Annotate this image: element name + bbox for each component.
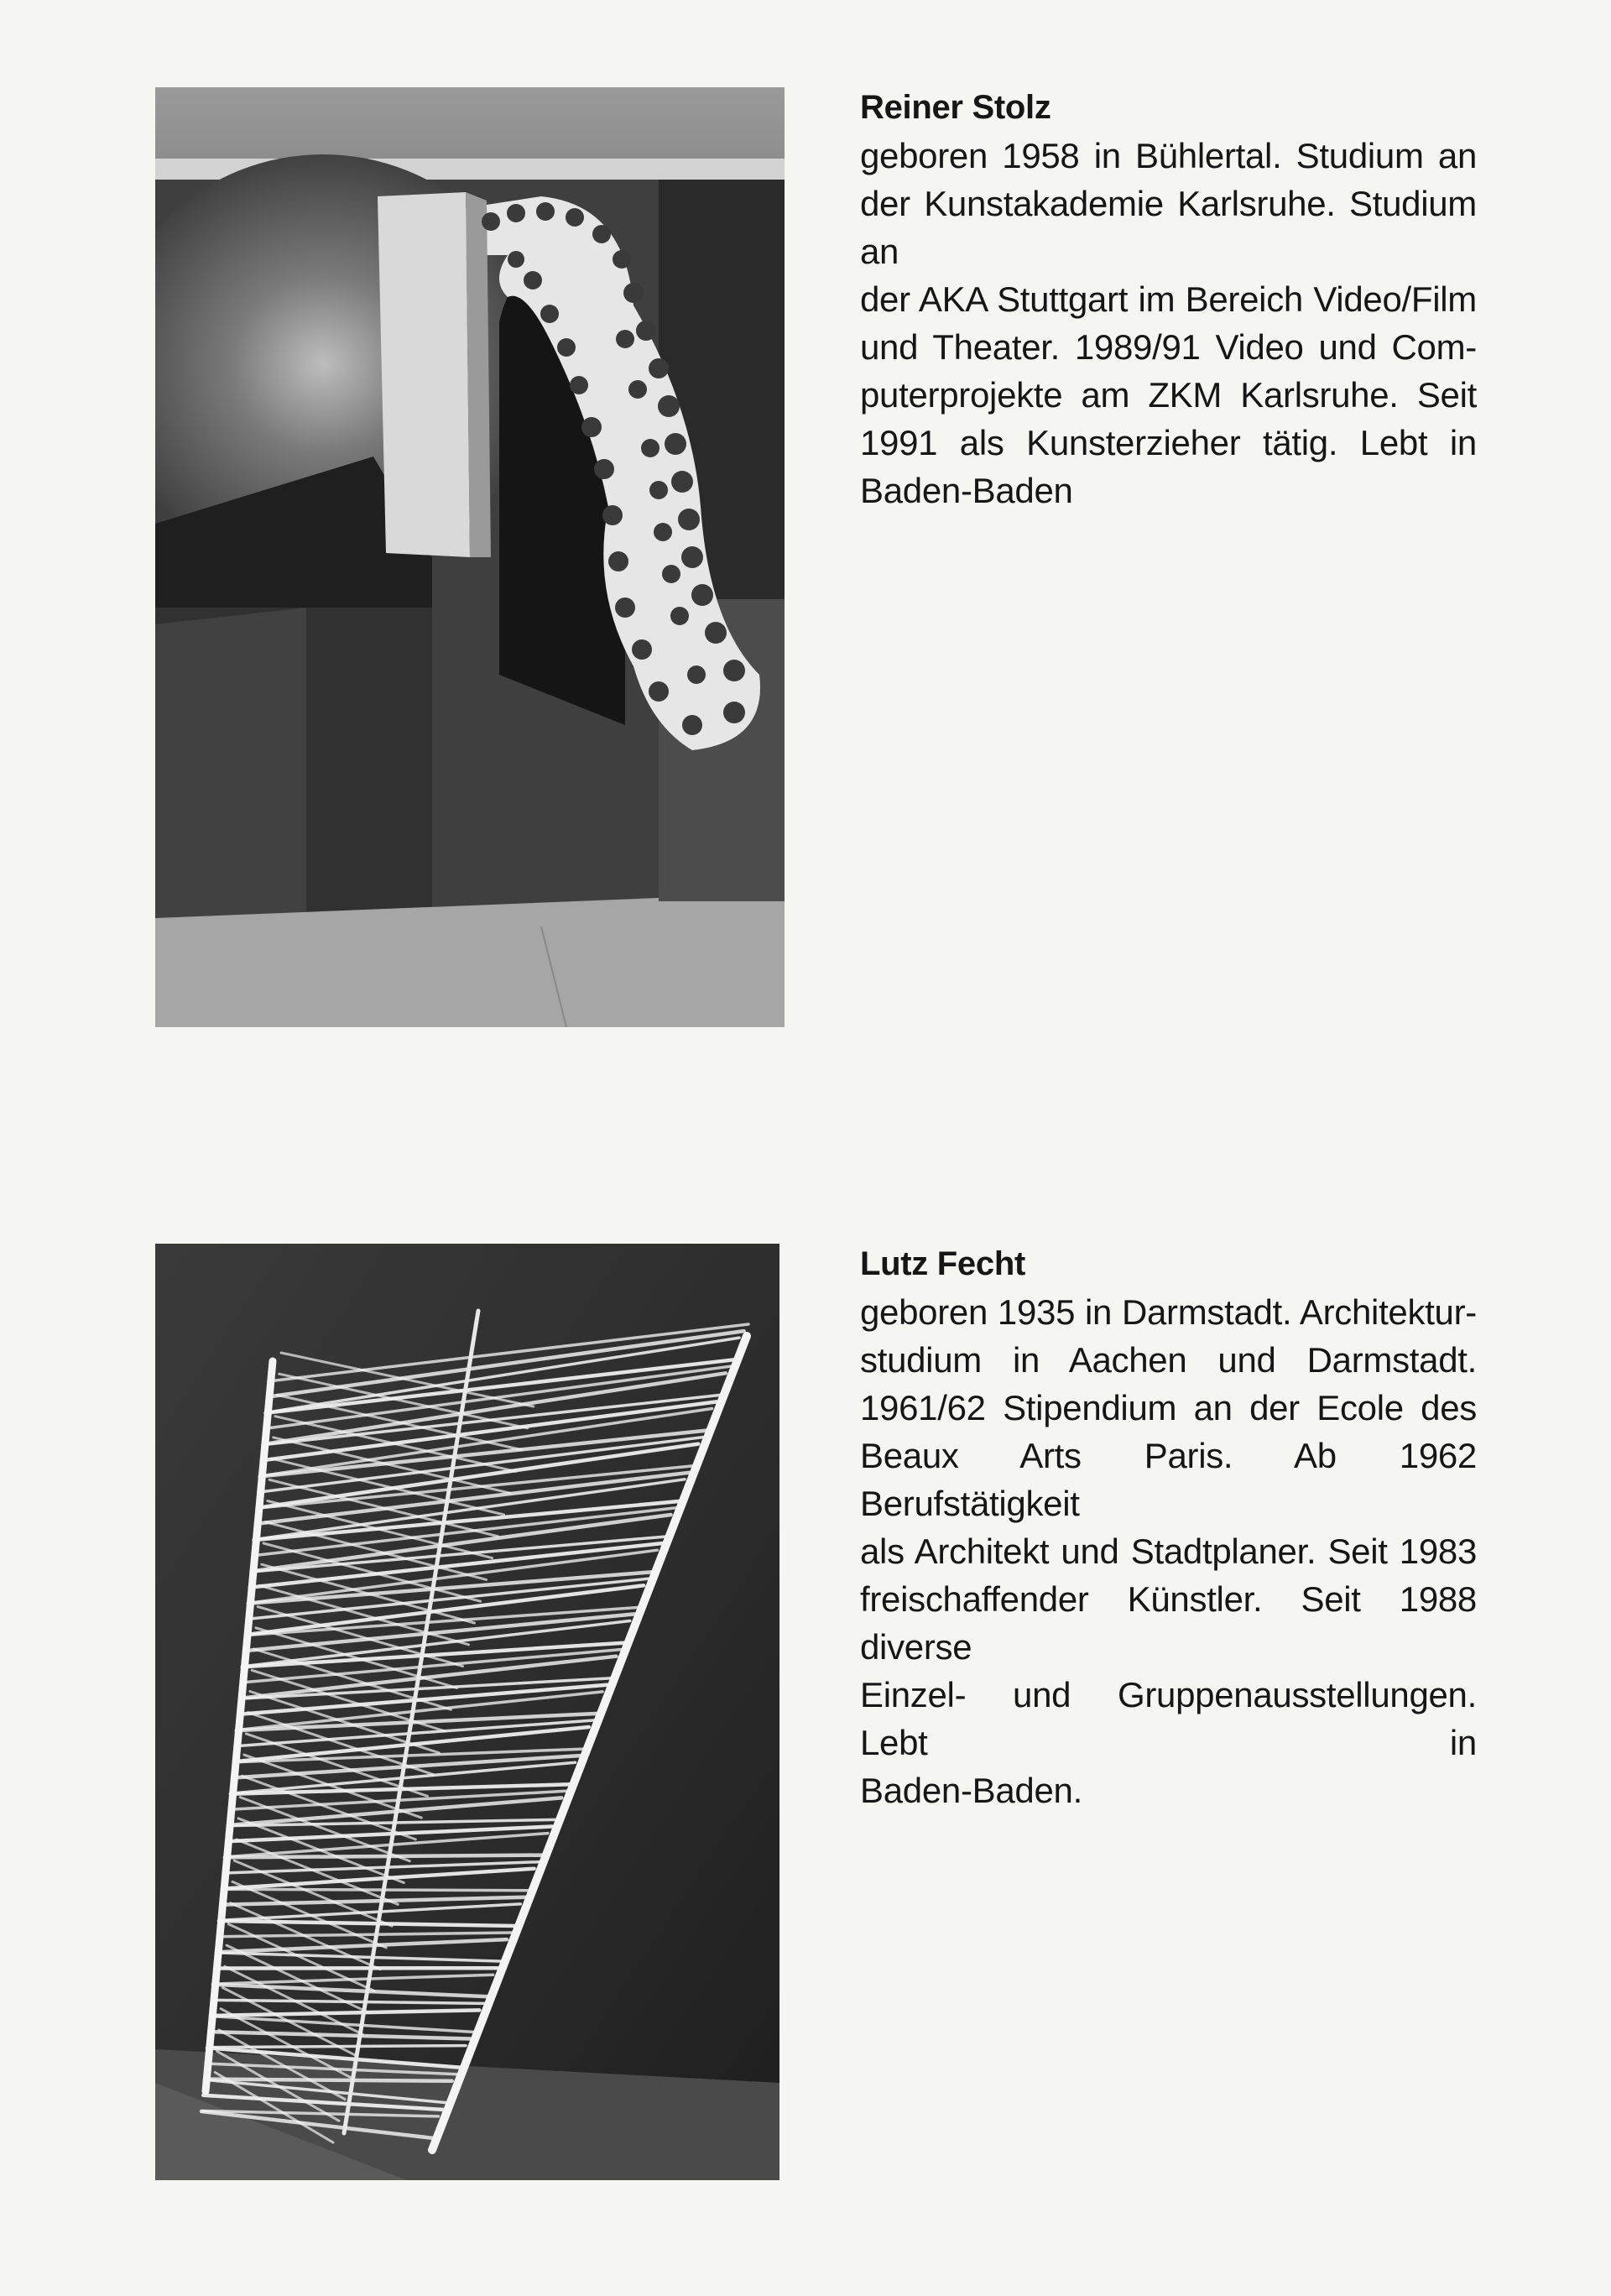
bio-line: geboren 1935 in Darmstadt. Architektur- bbox=[860, 1292, 1477, 1332]
lattice-rod bbox=[206, 2079, 452, 2081]
artist-bio-text bbox=[860, 132, 1477, 514]
artist-name: Lutz Fecht bbox=[860, 1245, 1025, 1282]
lattice-rod bbox=[222, 1889, 529, 1891]
artist-bio-lutz-fecht bbox=[860, 1240, 1477, 1814]
artwork-image-dotted-arch bbox=[155, 87, 785, 1027]
bio-line: Beaux Arts Paris. Ab 1962 Berufstätigkeit bbox=[860, 1436, 1477, 1523]
artist-bio-text bbox=[860, 1288, 1477, 1814]
artwork-photo-reiner-stolz bbox=[155, 87, 785, 1027]
bio-line: 1991 als Kunsterzieher tätig. Lebt in bbox=[860, 423, 1477, 462]
artist-bio-reiner-stolz bbox=[860, 84, 1477, 514]
bio-line: Baden-Baden bbox=[860, 471, 1073, 510]
bio-line: als Architekt und Stadtplaner. Seit 1983 bbox=[860, 1532, 1477, 1571]
bio-line: 1961/62 Stipendium an der Ecole des bbox=[860, 1388, 1477, 1427]
bio-line: geboren 1958 in Bühlertal. Studium an bbox=[860, 136, 1477, 175]
bio-line: freischaffender Künstler. Seit 1988 diverse bbox=[860, 1579, 1477, 1667]
bio-line: Einzel- und Gruppenausstellungen. Lebt in bbox=[860, 1675, 1477, 1762]
bio-line: und Theater. 1989/91 Video und Com- bbox=[860, 327, 1477, 367]
artwork-image-rod-lattice bbox=[155, 1244, 779, 2180]
artist-name: Reiner Stolz bbox=[860, 89, 1051, 126]
bio-line: studium in Aachen und Darmstadt. bbox=[860, 1340, 1477, 1380]
bio-line: Baden-Baden. bbox=[860, 1771, 1082, 1810]
artwork-photo-lutz-fecht bbox=[155, 1244, 779, 2180]
bio-line: der AKA Stuttgart im Bereich Video/Film bbox=[860, 279, 1477, 319]
bio-line: der Kunstakademie Karlsruhe. Studium an bbox=[860, 184, 1477, 271]
lattice-rod bbox=[225, 1855, 544, 1858]
bio-line: puterprojekte am ZKM Karlsruhe. Seit bbox=[860, 375, 1477, 415]
